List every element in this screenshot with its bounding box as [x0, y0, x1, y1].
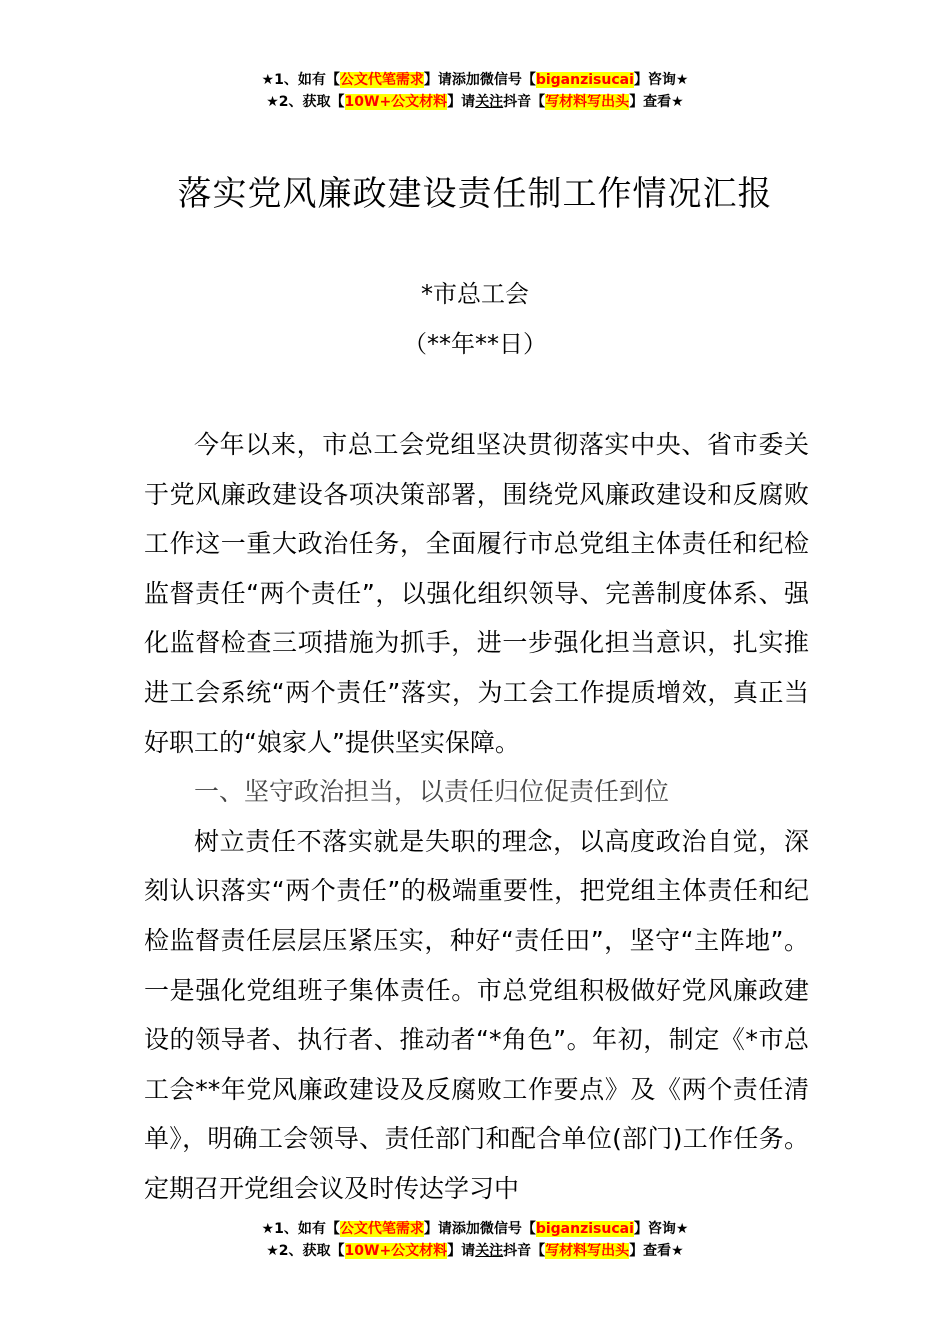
promo-text: 】查看★: [629, 94, 684, 110]
section-heading: 一、坚守政治担当，以责任归位促责任到位: [194, 777, 670, 807]
promo-highlight: 写材料写出头: [545, 94, 630, 110]
promo-text: 抖音【: [503, 94, 546, 110]
promo-highlight: 10W+公文材料: [344, 1243, 448, 1259]
document-body: [144, 420, 809, 1210]
document-title: 落实党风廉政建设责任制工作情况汇报: [177, 174, 773, 214]
organization-name: *市总工会: [421, 280, 529, 308]
promo-line-2: [0, 91, 950, 113]
promo-highlight: 公文代笔需求: [339, 1221, 424, 1237]
promo-highlight: biganzisucai: [535, 1221, 634, 1237]
promo-highlight: 10W+公文材料: [344, 94, 448, 110]
promo-highlight: 公文代笔需求: [339, 72, 424, 88]
promo-line-1: [0, 69, 950, 91]
promo-text: 关注: [475, 94, 504, 110]
promo-text: 】请添加微信号【: [423, 1221, 536, 1237]
document-date: （**年**日）: [403, 330, 547, 358]
footer-promo-banner: [0, 1218, 950, 1262]
body-paragraph: 今年以来，市总工会党组坚决贯彻落实中央、省市委关于党风廉政建设各项决策部署，围绕党风廉政建设和反腐败工作这一重大政治任务，全面履行市总党组主体责任和纪检监督责任“两个责任”，以强化组织领导、完善制度体系、强化监督检查三项措施为抓手，进一步强化担当意识，扎实推进工会系统“两个责任”落实，为工会工作提质增效，真正当好职工的“娘家人”提供坚实保障。: [144, 430, 809, 757]
header-promo-banner: [0, 69, 950, 113]
promo-text: ★1、如有【: [261, 1221, 340, 1237]
promo-highlight: biganzisucai: [535, 72, 634, 88]
promo-text: 】请: [447, 1243, 476, 1259]
promo-text: 】请添加微信号【: [423, 72, 536, 88]
promo-text: ★2、获取【: [266, 1243, 345, 1259]
promo-text: 】咨询★: [633, 72, 689, 88]
body-paragraph: 树立责任不落实就是失职的理念，以高度政治自觉，深刻认识落实“两个责任”的极端重要性，把党组主体责任和纪检监督责任层层压紧压实，种好“责任田”，坚守“主阵地”。一是强化党组班子集体责任。市总党组积极做好党风廉政建设的领导者、执行者、推动者“*角色”。年初，制定《*市总工会**年党风廉政建设及反腐败工作要点》及《两个责任清单》，明确工会领导、责任部门和配合单位(部门)工作任务。定期召开党组会议及时传达学习中: [144, 826, 809, 1203]
promo-line-2: [0, 1240, 950, 1262]
promo-text: 】请: [447, 94, 476, 110]
promo-text: 】查看★: [629, 1243, 684, 1259]
promo-text: ★1、如有【: [261, 72, 340, 88]
promo-text: ★2、获取【: [266, 94, 345, 110]
promo-highlight: 写材料写出头: [545, 1243, 630, 1259]
promo-text: 抖音【: [503, 1243, 546, 1259]
promo-line-1: [0, 1218, 950, 1240]
promo-text: 】咨询★: [633, 1221, 689, 1237]
promo-text: 关注: [475, 1243, 504, 1259]
